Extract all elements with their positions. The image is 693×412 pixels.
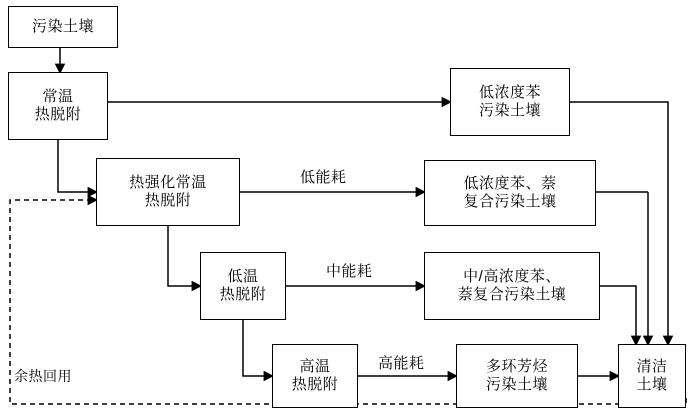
node-line: 中/高浓度苯、 (463, 267, 561, 285)
node-line: 低浓度苯、萘 (463, 174, 557, 192)
node-mid-high-conc-benzene-naphthalene-soil (424, 252, 600, 320)
node-low-conc-benzene-naphthalene-soil (424, 160, 596, 226)
node-line: 复合污染土壤 (463, 193, 557, 210)
node-line: 低浓度苯 (478, 83, 541, 101)
node-high-temp-thermal-desorption (272, 344, 358, 408)
node-line: 清洁 (636, 357, 668, 375)
node-line: 热脱附 (144, 192, 192, 209)
node-line: 污染土壤 (31, 17, 94, 35)
edge-label-high-energy-consumption: 高能耗 (378, 352, 425, 373)
node-line: 低温 (227, 267, 259, 285)
edge-label-low-energy-consumption: 低能耗 (300, 166, 347, 187)
node-clean-soil (618, 344, 686, 408)
node-line: 热脱附 (291, 376, 339, 393)
node-line: 热脱附 (219, 286, 267, 303)
node-pah-contaminated-soil (456, 344, 578, 408)
node-line: 污染土壤 (485, 376, 548, 393)
node-line: 热强化常温 (129, 173, 207, 191)
node-line: 多环芳烃 (485, 357, 548, 375)
node-ambient-thermal-desorption (8, 72, 108, 140)
node-thermally-enhanced-ambient-desorption (96, 158, 240, 226)
node-low-conc-benzene-soil (450, 68, 570, 136)
node-contaminated-soil (8, 6, 118, 48)
node-low-temp-thermal-desorption (200, 252, 286, 320)
edge-label-medium-energy-consumption: 中能耗 (326, 260, 373, 281)
node-line: 土壤 (636, 376, 668, 393)
node-line: 热脱附 (34, 106, 82, 123)
node-line: 污染土壤 (478, 102, 541, 119)
node-line: 常温 (42, 87, 74, 105)
node-line: 萘复合污染土壤 (457, 286, 567, 303)
label-waste-heat-reuse: 余热回用 (14, 368, 72, 384)
node-line: 高温 (299, 357, 331, 375)
